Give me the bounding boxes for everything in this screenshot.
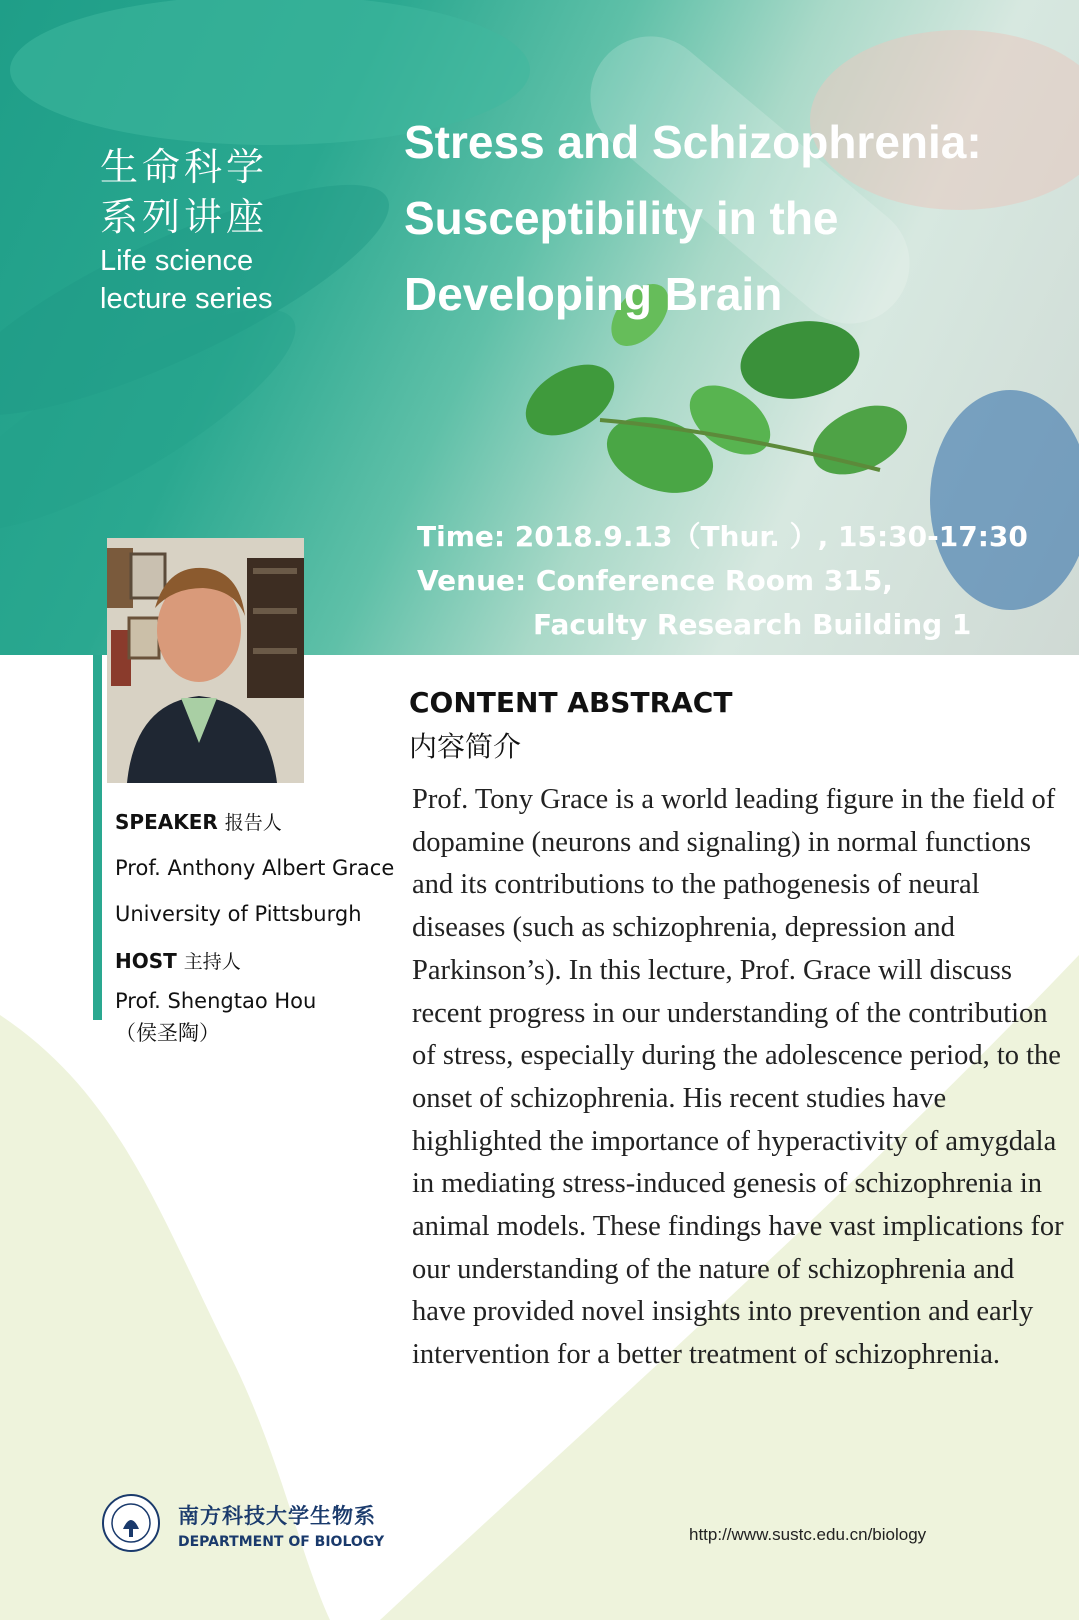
event-details	[417, 515, 1028, 647]
department-name-en: DEPARTMENT OF BIOLOGY	[178, 1534, 385, 1550]
lecture-series-label	[100, 142, 272, 318]
abstract-heading-cn: 内容简介	[409, 730, 522, 763]
host-name-cn: （侯圣陶）	[115, 1021, 220, 1045]
event-venue-line2: Faculty Research Building 1	[533, 608, 972, 641]
event-venue-line1: Venue: Conference Room 315,	[417, 564, 893, 597]
speaker-photo	[107, 538, 304, 783]
speaker-affiliation: University of Pittsburgh	[115, 902, 362, 926]
speaker-label-en: SPEAKER	[115, 810, 218, 834]
speaker-name: Prof. Anthony Albert Grace	[115, 856, 395, 880]
speaker-label-cn: 报告人	[224, 812, 282, 834]
university-seal-icon	[101, 1493, 161, 1553]
lecture-title	[404, 104, 982, 332]
title-line2: Susceptibility in the	[404, 192, 839, 244]
speaker-label	[115, 808, 394, 835]
department-name-cn: 南方科技大学生物系	[178, 1504, 376, 1528]
series-cn-line1: 生命科学	[100, 145, 269, 189]
event-time: Time: 2018.9.13（Thur. ）, 15:30-17:30	[417, 520, 1028, 553]
series-en-line2: lecture series	[100, 283, 273, 315]
abstract-heading	[409, 686, 732, 765]
speaker-portrait	[107, 538, 304, 783]
abstract-body: Prof. Tony Grace is a world leading figure in the field of dopamine (neurons and signaling) in normal functions and its contributions to the pathogenesis of neural diseases (such as schizophrenia, depression and Parkinson’s). In this lecture, Prof. Grace will discuss recent progress in our understanding of the contribution of stress, especially during the adolescence period, to the onset of schizophrenia. His recent studies have highlighted the importance of hyperactivity of amygdala in mediating stress-induced genesis of schizophrenia in animal models. These findings have vast implications for our understanding of the nature of schizophrenia and have provided novel insights into prevention and early intervention for a better treatment of schizophrenia.	[412, 784, 1064, 1371]
host-label-en: HOST	[115, 949, 177, 973]
abstract-heading-en: CONTENT ABSTRACT	[409, 686, 733, 719]
accent-bar	[93, 655, 102, 1020]
title-line3: Developing Brain	[404, 268, 783, 320]
host-label-cn: 主持人	[183, 951, 241, 973]
department-name	[178, 1500, 384, 1550]
department-url[interactable]: http://www.sustc.edu.cn/biology	[689, 1525, 927, 1544]
host-label	[115, 947, 394, 974]
speaker-host-info	[115, 808, 394, 1048]
title-line1: Stress and Schizophrenia:	[404, 116, 982, 168]
series-en-line1: Life science	[100, 245, 254, 277]
host-name: Prof. Shengtao Hou	[115, 989, 317, 1013]
series-cn-line2: 系列讲座	[100, 195, 269, 239]
